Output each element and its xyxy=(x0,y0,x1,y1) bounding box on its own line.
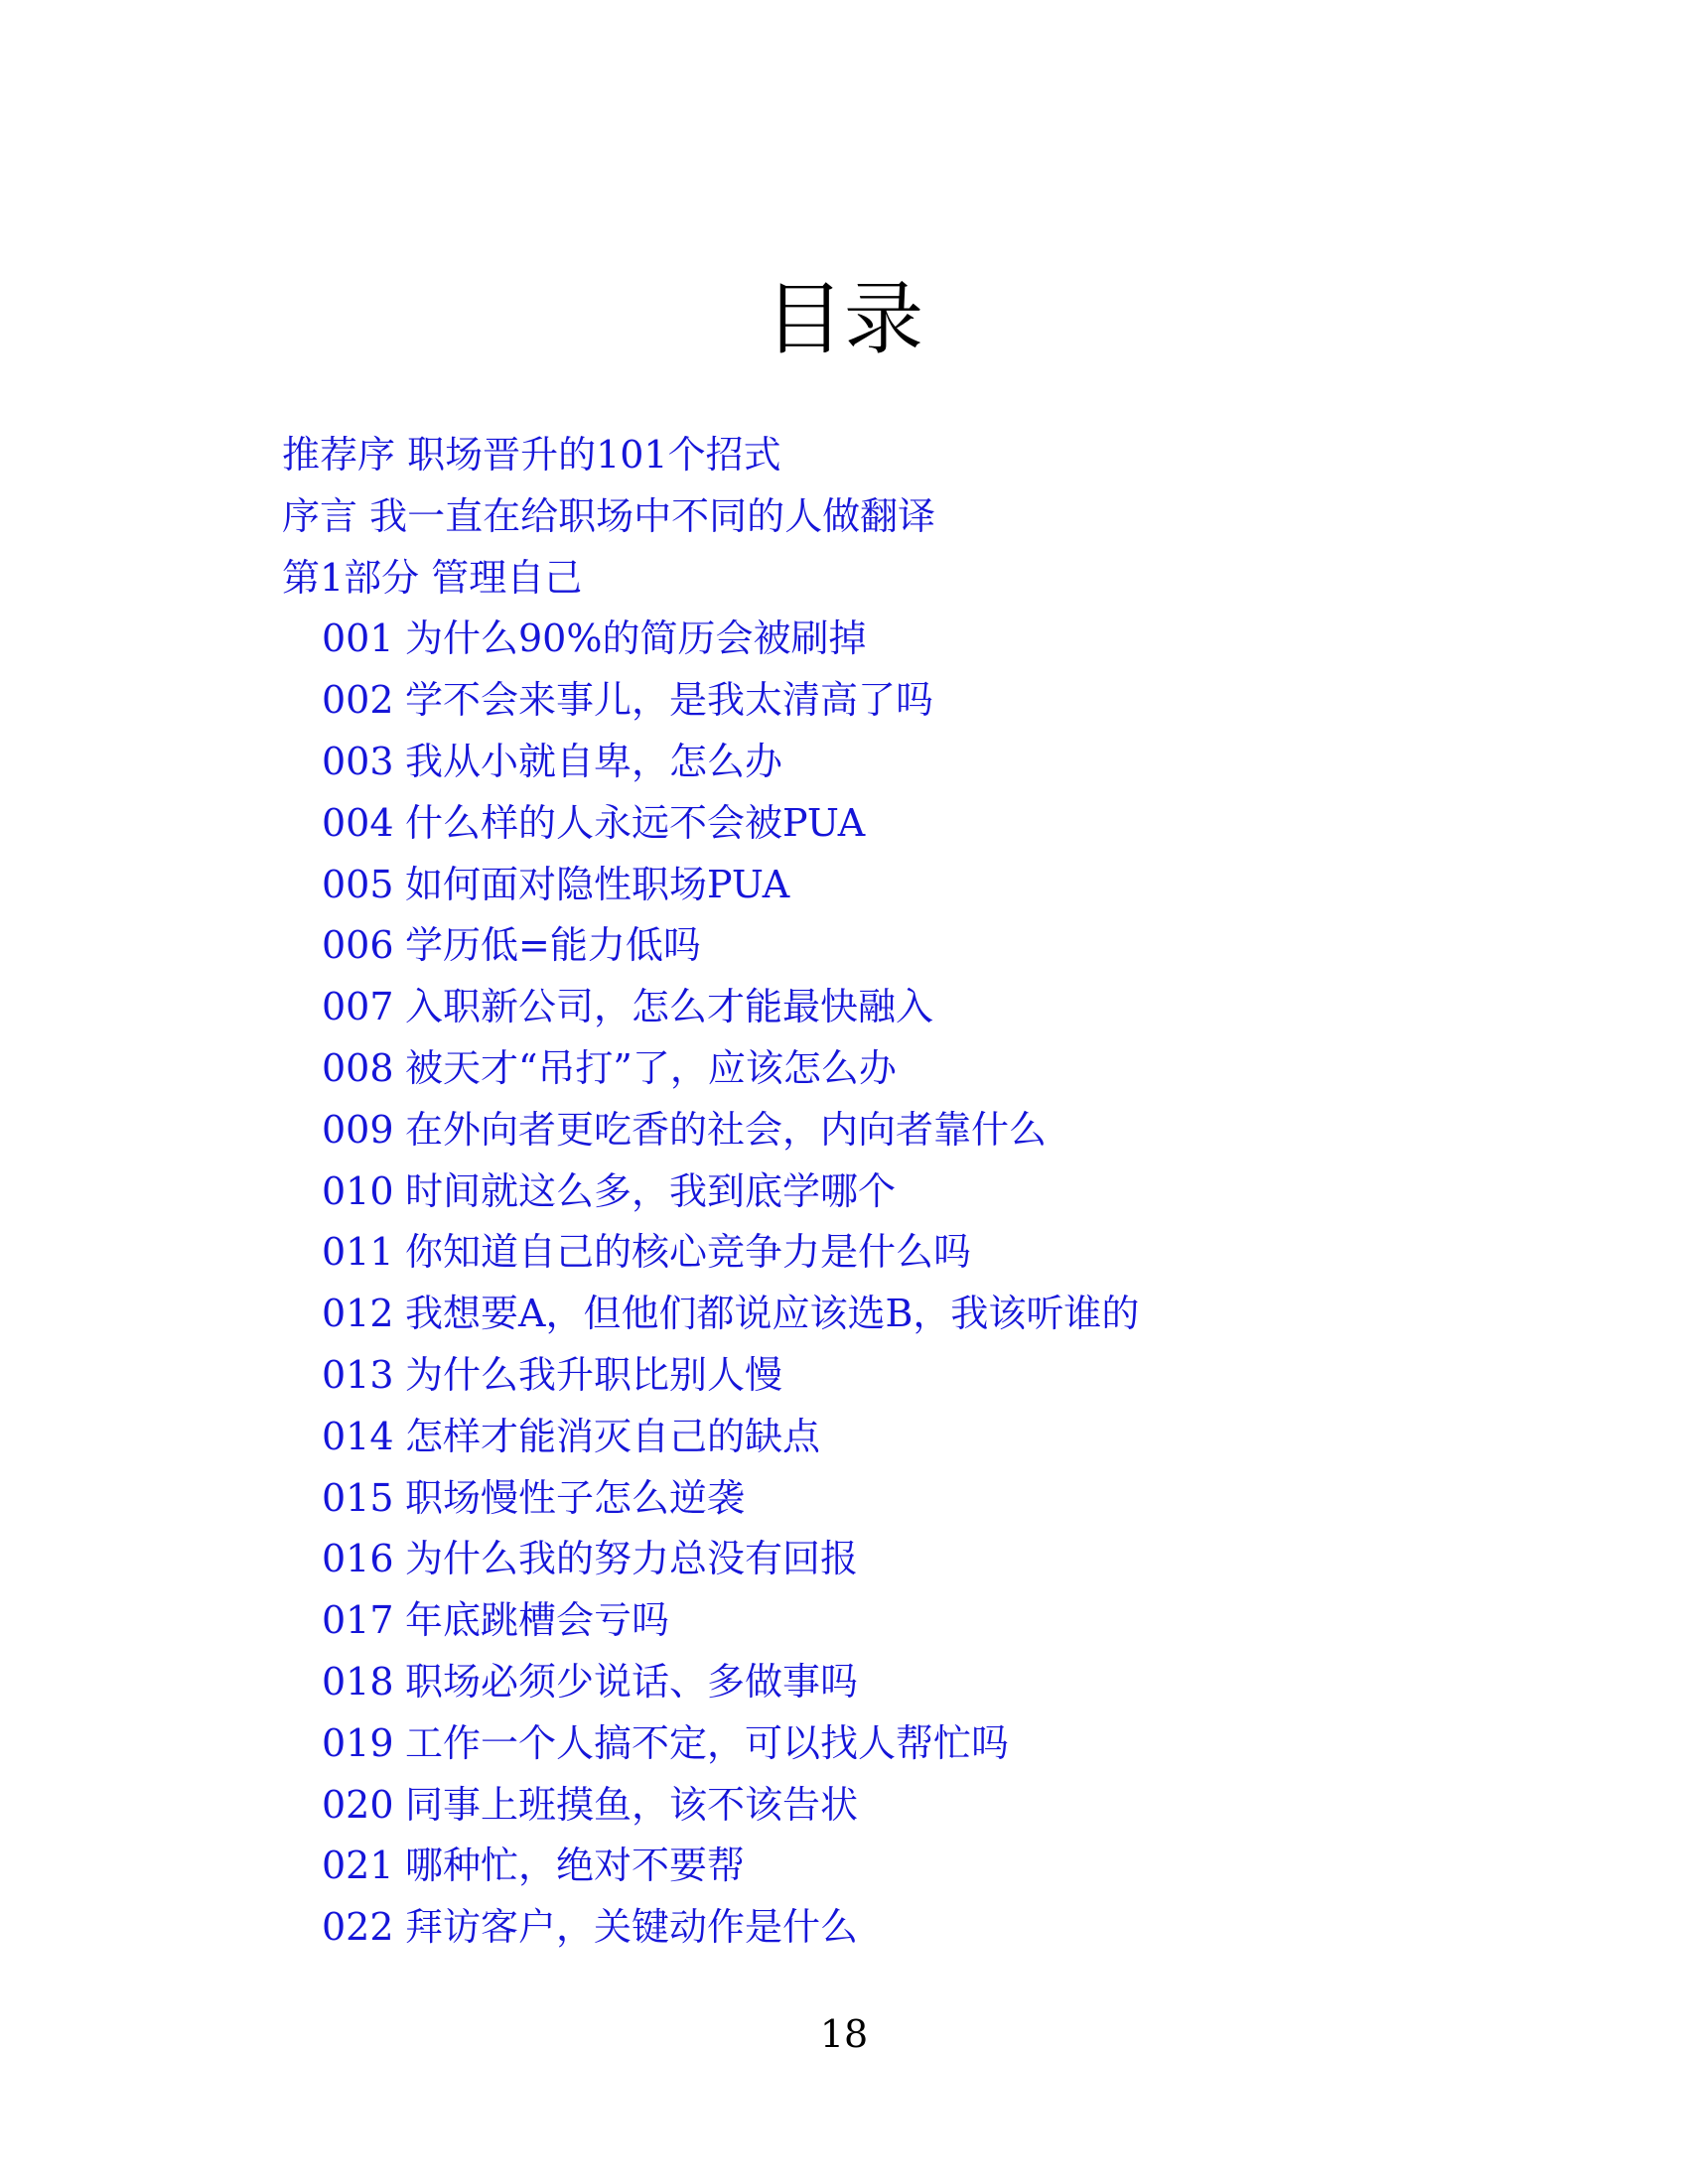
toc-chapter-link[interactable] xyxy=(282,793,1474,855)
toc-entry-title: 怎样才能消灭自己的缺点 xyxy=(405,1414,821,1458)
toc-chapter-link[interactable] xyxy=(282,1468,1474,1530)
toc-chapter-link[interactable] xyxy=(282,1529,1474,1590)
toc-entry-title: 什么样的人永远不会被PUA xyxy=(405,800,866,845)
toc-entry-title: 为什么我升职比别人慢 xyxy=(405,1352,783,1397)
toc-chapter-link[interactable] xyxy=(282,1407,1474,1468)
toc-entry-title: 我从小就自卑，怎么办 xyxy=(405,739,783,783)
toc-entry-title: 如何面对隐性职场PUA xyxy=(405,862,790,906)
toc-entry-number: 011 xyxy=(322,1230,394,1275)
toc-chapter-link[interactable] xyxy=(282,670,1474,732)
toc-entry-title: 被天才“吊打”了，应该怎么办 xyxy=(405,1045,897,1090)
toc-entry-title: 入职新公司，怎么才能最快融入 xyxy=(405,985,934,1029)
toc-chapter-link[interactable] xyxy=(282,1897,1474,1959)
toc-chapter-link[interactable] xyxy=(282,1284,1474,1345)
toc-chapter-link[interactable] xyxy=(282,1161,1474,1223)
toc-entry-title: 职场慢性子怎么逆袭 xyxy=(405,1475,746,1520)
toc-entry-number: 002 xyxy=(322,678,394,723)
page-title: 目录 xyxy=(765,273,923,365)
toc-entry-title: 在外向者更吃香的社会，内向者靠什么 xyxy=(405,1107,1048,1152)
toc-entry-title: 你知道自己的核心竞争力是什么吗 xyxy=(405,1230,972,1275)
toc-chapter-link[interactable] xyxy=(282,1222,1474,1284)
toc-entry-number: 015 xyxy=(322,1475,394,1520)
toc-entry-number: 001 xyxy=(322,616,394,661)
toc-chapter-link[interactable] xyxy=(282,1100,1474,1161)
toc-entry-title: 时间就这么多，我到底学哪个 xyxy=(405,1168,897,1213)
toc-chapter-link[interactable] xyxy=(282,977,1474,1038)
page-number: 18 xyxy=(819,2012,869,2056)
toc-chapter-link[interactable] xyxy=(282,1713,1474,1775)
toc-chapter-link[interactable] xyxy=(282,609,1474,670)
toc-chapter-link[interactable] xyxy=(282,1345,1474,1407)
toc-chapter-link[interactable] xyxy=(282,1775,1474,1837)
toc-entry-number: 021 xyxy=(322,1843,394,1888)
toc-entry-number: 010 xyxy=(322,1168,394,1213)
toc-entry-title: 为什么90%的简历会被刷掉 xyxy=(405,616,867,661)
toc-entry-number: 004 xyxy=(322,800,394,845)
toc-entry-number: 003 xyxy=(322,739,394,783)
toc-entry-title: 拜访客户，关键动作是什么 xyxy=(405,1905,859,1950)
toc-section-link[interactable] xyxy=(282,425,1474,486)
toc-entry-title: 推荐序 职场晋升的101个招式 xyxy=(282,433,781,477)
toc-entry-number: 022 xyxy=(322,1905,394,1950)
toc-entry-number: 008 xyxy=(322,1045,394,1090)
toc-entry-title: 年底跳槽会亏吗 xyxy=(405,1598,670,1643)
toc-entry-number: 020 xyxy=(322,1782,394,1827)
toc-entry-number: 012 xyxy=(322,1292,394,1336)
toc-entry-number: 016 xyxy=(322,1537,394,1581)
toc-chapter-link[interactable] xyxy=(282,1038,1474,1100)
toc-entry-title: 学不会来事儿，是我太清高了吗 xyxy=(405,678,934,723)
toc-chapter-link[interactable] xyxy=(282,732,1474,793)
toc-entry-title: 学历低=能力低吗 xyxy=(405,923,701,968)
toc-entry-number: 018 xyxy=(322,1659,394,1704)
toc-chapter-link[interactable] xyxy=(282,1590,1474,1652)
toc-section-link[interactable] xyxy=(282,486,1474,548)
toc-entry-number: 013 xyxy=(322,1352,394,1397)
toc-entry-title: 我想要A，但他们都说应该选B，我该听谁的 xyxy=(405,1292,1140,1336)
toc-entry-title: 序言 我一直在给职场中不同的人做翻译 xyxy=(282,493,936,538)
toc-chapter-link[interactable] xyxy=(282,915,1474,977)
toc-chapter-link[interactable] xyxy=(282,1836,1474,1897)
toc-entry-title: 第1部分 管理自己 xyxy=(282,555,583,600)
toc-entry-title: 工作一个人搞不定，可以找人帮忙吗 xyxy=(405,1720,1010,1765)
toc-entry-number: 019 xyxy=(322,1720,394,1765)
toc-entry-title: 职场必须少说话、多做事吗 xyxy=(405,1659,859,1704)
toc-entry-title: 哪种忙，绝对不要帮 xyxy=(405,1843,746,1888)
toc-entry-number: 009 xyxy=(322,1107,394,1152)
toc-entry-number: 017 xyxy=(322,1598,394,1643)
toc-entry-number: 014 xyxy=(322,1414,394,1458)
toc-entry-title: 为什么我的努力总没有回报 xyxy=(405,1537,859,1581)
toc-entry-number: 007 xyxy=(322,985,394,1029)
toc-chapter-link[interactable] xyxy=(282,855,1474,916)
table-of-contents xyxy=(282,425,1474,1959)
toc-section-link[interactable] xyxy=(282,548,1474,610)
toc-entry-number: 005 xyxy=(322,862,394,906)
toc-entry-title: 同事上班摸鱼，该不该告状 xyxy=(405,1782,859,1827)
toc-chapter-link[interactable] xyxy=(282,1652,1474,1713)
toc-entry-number: 006 xyxy=(322,923,394,968)
